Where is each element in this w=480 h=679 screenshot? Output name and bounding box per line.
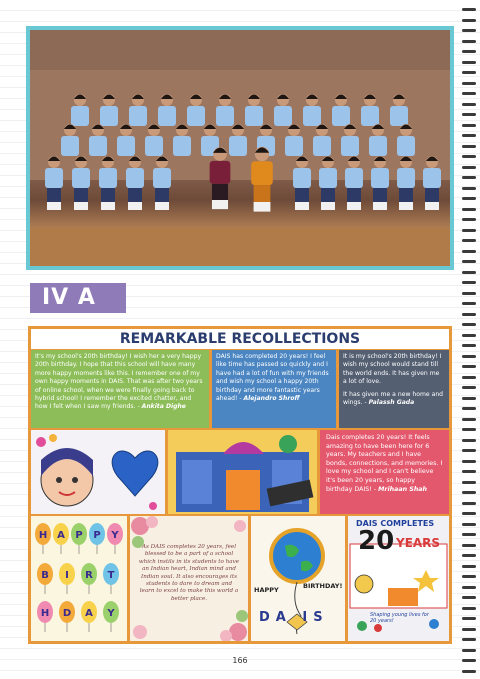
- binding-ring: [462, 187, 476, 190]
- binding-ring: [462, 407, 476, 410]
- note-mrihaan: [320, 430, 449, 514]
- binding-ring: [462, 491, 476, 494]
- binding-ring: [462, 271, 476, 274]
- binding-ring: [462, 376, 476, 379]
- binding-ring: [462, 40, 476, 43]
- binding-ring: [462, 617, 476, 620]
- binding-ring: [462, 260, 476, 263]
- binding-ring: [462, 134, 476, 137]
- binding-ring: [462, 460, 476, 463]
- binding-ring: [462, 145, 476, 148]
- binding-ring: [462, 323, 476, 326]
- binding-ring: [462, 397, 476, 400]
- binding-ring: [462, 554, 476, 557]
- binding-ring: [462, 50, 476, 53]
- drawing-20-years-poster: [348, 516, 449, 641]
- binding-ring: [462, 292, 476, 295]
- note-text-2: It has given me a new home and wings. -: [343, 390, 444, 407]
- drawing-globe-balloon: [251, 516, 345, 641]
- binding-ring: [462, 544, 476, 547]
- binding-ring: [462, 8, 476, 11]
- balloon-letter: A: [85, 608, 93, 619]
- binding-ring: [462, 208, 476, 211]
- binding-ring: [462, 355, 476, 358]
- binding-ring: [462, 334, 476, 337]
- balloon-letter: P: [75, 530, 83, 541]
- binding-ring: [462, 302, 476, 305]
- note-ankita: [31, 350, 209, 428]
- binding-ring: [462, 586, 476, 589]
- binding-ring: [462, 628, 476, 631]
- binding-ring: [462, 575, 476, 578]
- poster-top-text: DAIS COMPLETES: [356, 519, 435, 528]
- globe-left-text: HAPPY: [254, 586, 279, 594]
- note-author: Mrihaan Shah: [378, 485, 428, 493]
- poster-years-text: YEARS: [396, 536, 441, 550]
- poem-text: As DAIS completes 20 years, feel blessed to be a part of a school which instils in its students to have an Indian heart, Indian mind and Indian soul. It also encourages its students to dare to dream and learn to excel to make this world a better place.: [138, 544, 240, 602]
- class-photo-frame: [26, 26, 454, 270]
- balloon-letter: D: [62, 608, 72, 619]
- balloon-letter: H: [38, 530, 48, 541]
- binding-ring: [462, 61, 476, 64]
- binding-ring: [462, 481, 476, 484]
- binding-ring: [462, 281, 476, 284]
- binding-ring: [462, 596, 476, 599]
- note-author: Palassh Gada: [368, 399, 415, 407]
- binding-ring: [462, 250, 476, 253]
- note-text: It is my school's 20th birthday! I wish my school would stand till the world ends. It has given me a lot of love.: [343, 353, 442, 386]
- binding-ring: [462, 176, 476, 179]
- binding-ring: [462, 649, 476, 652]
- note-text: Dais completes 20 years! It feels amazing to have been here for 6 years. My teachers and I have bonds, connections, and memories. I love my school and I can't believe it's been 20 years, so happy birthday DAIS! -: [326, 434, 443, 493]
- poster-caption: Shaping young lives for 20 years!: [370, 612, 429, 624]
- note-text: DAIS has completed 20 years! I feel like time has passed so quickly and I have had a lot of fun with my friends and wish my school a happy 20th birthday and more fantastic years ahead! -: [216, 353, 329, 403]
- balloon-letter: Y: [107, 608, 115, 619]
- binding-ring: [462, 386, 476, 389]
- binding-ring: [462, 19, 476, 22]
- binding-ring: [462, 439, 476, 442]
- balloon-letter: T: [107, 570, 115, 581]
- balloon-letter: R: [85, 570, 93, 581]
- balloon-letter: B: [41, 570, 49, 581]
- binding-ring: [462, 29, 476, 32]
- note-palassh: [339, 350, 449, 428]
- binding-ring: [462, 638, 476, 641]
- binding-ring: [462, 71, 476, 74]
- binding-ring: [462, 239, 476, 242]
- balloon-letter: P: [93, 530, 101, 541]
- binding-ring: [462, 229, 476, 232]
- drawing-happy-birthday-balloons: [31, 516, 127, 641]
- recollections-board: [28, 326, 452, 644]
- binding-ring: [462, 418, 476, 421]
- poster-big-number: 20: [358, 526, 395, 556]
- balloon-letter: H: [40, 608, 50, 619]
- binding-ring: [462, 428, 476, 431]
- globe-bottom-text: DA IS: [259, 610, 329, 625]
- binding-ring: [462, 166, 476, 169]
- balloon-letter: A: [57, 530, 65, 541]
- binding-ring: [462, 502, 476, 505]
- note-alejandro: [212, 350, 336, 428]
- class-section-label: IV A: [30, 283, 126, 313]
- binding-ring: [462, 218, 476, 221]
- binding-ring: [462, 533, 476, 536]
- page-number: 166: [232, 656, 248, 665]
- binding-ring: [462, 512, 476, 515]
- board-title: REMARKABLE RECOLLECTIONS: [31, 329, 449, 349]
- balloon-letter: Y: [111, 530, 119, 541]
- note-text: It's my school's 20th birthday! I wish her a very happy 20th birthday. I hope that this school will have many more happy moments like this. I remember one of my own happy moments in DAIS. That was after two years of online school, when we were finally going back to hybrid school! I remember the excited chatter, and how I felt when I saw my friends. -: [35, 353, 203, 411]
- spiral-binding: [460, 0, 480, 679]
- binding-ring: [462, 197, 476, 200]
- binding-ring: [462, 470, 476, 473]
- poem-card: [130, 516, 248, 641]
- binding-ring: [462, 523, 476, 526]
- binding-ring: [462, 607, 476, 610]
- globe-right-text: BIRTHDAY!: [303, 582, 343, 590]
- binding-ring: [462, 565, 476, 568]
- binding-ring: [462, 313, 476, 316]
- binding-ring: [462, 103, 476, 106]
- binding-ring: [462, 344, 476, 347]
- drawing-girl-and-heart: [31, 430, 165, 514]
- binding-ring: [462, 155, 476, 158]
- class-photo-illustration: [30, 30, 450, 266]
- note-author: Ankita Dighe: [141, 403, 186, 411]
- binding-ring: [462, 365, 476, 368]
- binding-ring: [462, 670, 476, 673]
- binding-ring: [462, 113, 476, 116]
- balloon-letter: I: [65, 570, 69, 581]
- note-author: Alejandro Shroff: [243, 395, 300, 403]
- class-group-photo: [30, 30, 450, 266]
- drawing-school-building: [168, 430, 317, 514]
- binding-ring: [462, 449, 476, 452]
- binding-ring: [462, 82, 476, 85]
- binding-ring: [462, 124, 476, 127]
- binding-ring: [462, 92, 476, 95]
